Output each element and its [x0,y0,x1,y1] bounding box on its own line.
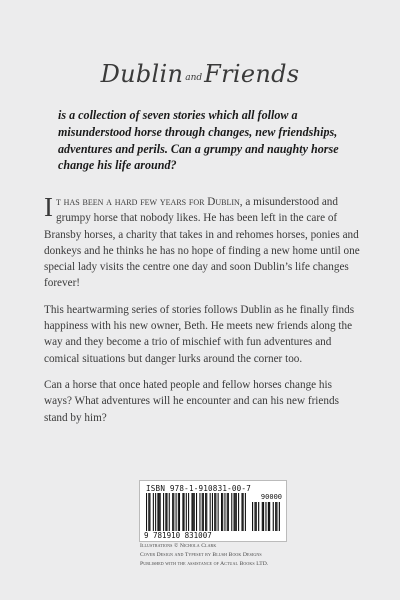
drop-cap: I [44,192,53,222]
isbn-text: ISBN 978-1-910831-00-7 [146,484,251,493]
barcode-digits: 9 781910 831007 [144,531,212,540]
title-friends: Friends [204,60,300,88]
blurb-paragraph-2: This heartwarming series of stories follows Dublin as he finally finds happiness with his new owner, Beth. He meets new friends along the way and they become a trio of mischief with fun adventures and comical situations but danger lurks around the corner too. [44,303,355,365]
isbn-barcode [139,480,287,542]
credits [140,543,290,570]
book-title [0,62,400,86]
title-dublin: Dublin [100,60,184,88]
title-and: and [185,73,203,83]
credit-illustrations: Illustrations © Nichola Clark [140,543,217,549]
blurb-paragraph-1-text: a misunderstood and grumpy horse that nobody likes. He has been left in the care of Bransby horses, a charity that takes in and rehomes horses, ponies and donkeys and he thinks he has no hope of finding a new home until one special lady visits the centre one day and soon Dublin’s life changes forever! [44,196,360,290]
blurb-lead-in: t has been a hard few years for Dublin, [56,196,243,208]
tagline [58,107,358,174]
credit-design: Cover Design and Typeset by Blush Book Designs [140,551,262,558]
tagline-text: is a collection of seven stories which all follow a misunderstood horse through changes, new friendships, adventures and perils. Can a grumpy and naughty horse change his life around? [58,108,339,173]
blurb-paragraph-1 [44,194,362,292]
blurb-paragraph-3: Can a horse that once hated people and fellow horses change his ways? What adventures will he encounter and can his new friends stand by him? [44,378,339,424]
barcode-addon-digits: 90000 [260,493,282,501]
blurb [44,194,362,436]
credit-publisher: Published with the assistance of Actual Books LTD. [140,560,269,567]
